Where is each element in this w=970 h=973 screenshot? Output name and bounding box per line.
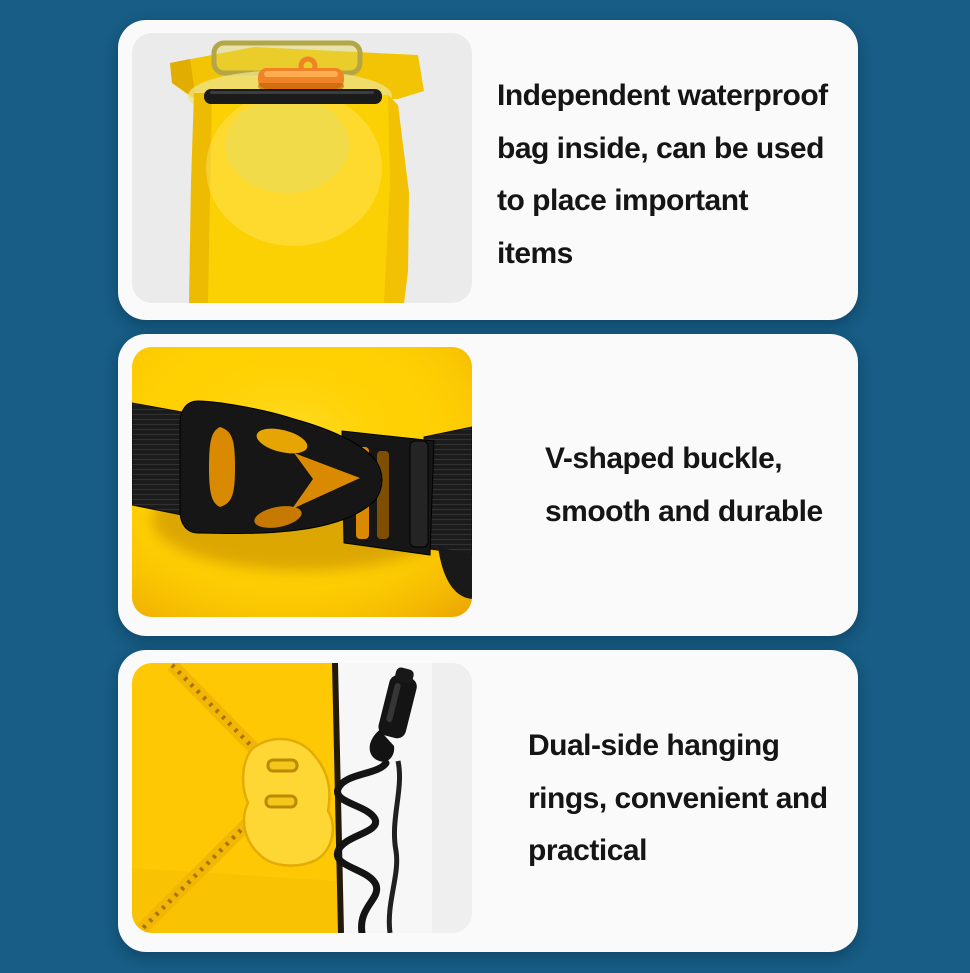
inner-waterproof-pouch-photo (132, 33, 472, 303)
caption-line: to place important (497, 184, 749, 217)
caption-line: Independent waterproof (497, 79, 828, 112)
caption-line: practical (528, 834, 647, 867)
inner-waterproof-pouch-illustration (132, 33, 472, 303)
seal-bar (204, 89, 382, 104)
tab-slot (266, 796, 296, 807)
feature-card-hanging-rings (118, 650, 858, 952)
tab-slot (268, 760, 297, 771)
caption-line: items (497, 236, 573, 270)
caption-line: bag inside, can be used (497, 131, 824, 165)
feature-card-v-buckle (118, 334, 858, 636)
v-shaped-buckle-illustration (132, 347, 472, 617)
feature-caption (528, 720, 828, 878)
caption-line: V-shaped buckle, (545, 442, 783, 475)
feature-card-waterproof-bag (118, 20, 858, 320)
yellow-pouch (170, 43, 424, 303)
caption-line: rings, convenient and (528, 781, 828, 815)
caption-line: Dual-side hanging (528, 729, 780, 762)
v-shaped-buckle-photo (132, 347, 472, 617)
dual-hanging-ring-photo (132, 663, 472, 933)
caption-line: smooth and durable (545, 494, 823, 528)
feature-caption (497, 70, 828, 280)
bag-edge-with-tab (132, 663, 341, 933)
feature-caption (545, 433, 823, 538)
dual-hanging-ring-illustration (132, 663, 472, 933)
